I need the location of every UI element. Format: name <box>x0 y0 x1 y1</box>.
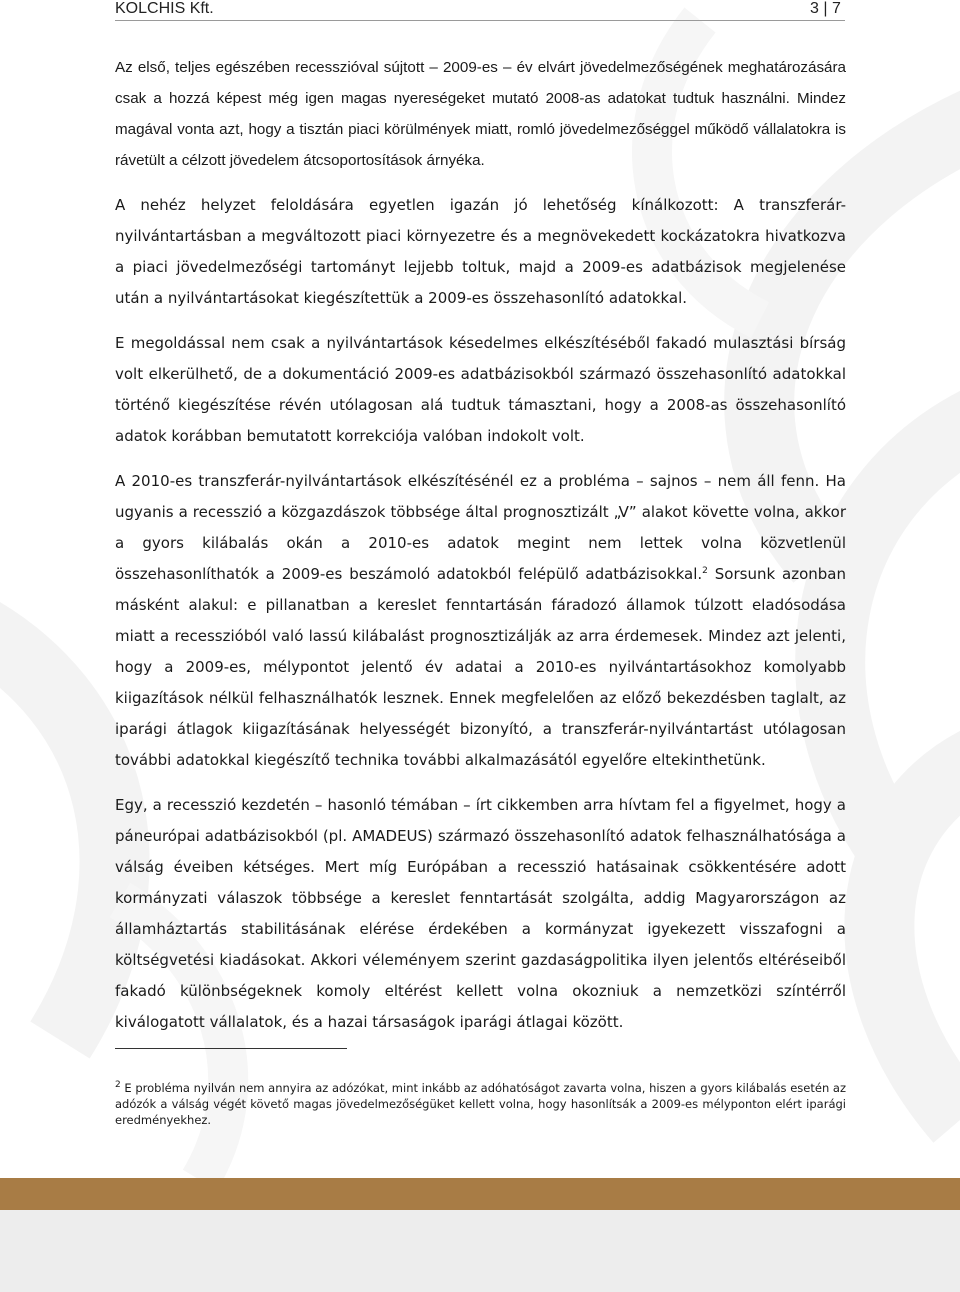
paragraph-5: Egy, a recesszió kezdetén – hasonló témában – írt cikkemben arra hívtam fel a figyelmet, hogy a páneurópai adatbázisokból (pl. AMADEUS) származó összehasonlító adatok felhasználhatósága a válság éveiben kétséges. Mert míg Európában a recesszió hatásainak csökkentésére adott kormányzati válaszok többsége a kereslet fenntartását szolgálta, addig Magyarországon az államháztartás stabilitásának elérése érdekében a kormányzat igyekezett visszafogni a költségvetési kiadásokat. Akkori véleményem szerint gazdaságpolitika ilyen jelentős eltéréseiből fakadó különbségeknek komoly eltérést kellett volna okozniuk a nemzetközi színtérről kiválogatott vállalatok, és a hazai társaságok iparági átlagai között. <box>115 796 846 1031</box>
footer-band <box>0 1178 960 1210</box>
page-number: 3 | 7 <box>810 0 841 17</box>
footnote <box>115 1080 846 1128</box>
paragraph-4 <box>115 466 846 776</box>
header-rule <box>115 20 845 21</box>
page-header <box>0 0 960 22</box>
paragraph-3: E megoldással nem csak a nyilvántartások késedelmes elkészítéséből fakadó mulasztási bírság volt elkerülhető, de a dokumentáció 2009-es adatbázisokból származó összehasonlító adatokkal történő kiegészítése révén utólagosan alá tudtuk támasztani, hogy a 2008-as összehasonlító adatok korábban bemutatott korrekciója valóban indokolt volt. <box>115 334 846 445</box>
footnote-text: E probléma nyilván nem annyira az adózókat, mint inkább az adóhatóságot zavarta volna, hiszen a gyors kilábalás esetén az adózók a válság végét követő magas jövedelmezőségüket kellett volna, hogy hasonlítsák a 2009-es mélyponton elért iparági eredményekhez. <box>115 1081 846 1127</box>
company-name: KOLCHIS Kft. <box>115 0 214 17</box>
footnote-reference[interactable]: 2 <box>702 566 708 576</box>
document-body <box>115 52 846 1052</box>
paragraph-4-part-b: Sorsunk azonban másként alakul: e pillanatban a kereslet fenntartásán fáradozó államok túlzott eladósodása miatt a recesszióból való lassú kilábalást prognosztizálják az arra érdemesek. Mindez azt jelenti, hogy a 2009-es, mélypontot jelentő év adatai a 2010-es nyilvántartásokhoz komolyabb kiigazítások nélkül felhasználhatók lesznek. Ennek megfelelően az előző bekezdésben taglalt, az iparági átlagok kiigazításának helyességét bizonyító, a transzferár-nyilvántartást utólagosan további adatokkal kiegészítő technika további alkalmazásától egyelőre eltekinthetünk. <box>115 565 847 769</box>
paragraph-intro: Az első, teljes egészében recesszióval sújtott – 2009-es – év elvárt jövedelmezőségének meghatározására csak a hozzá képest még igen magas nyereségeket mutató 2008-as adatokat tudtuk használni. Mindez magával vonta azt, hogy a tisztán piaci körülmények miatt, romló jövedelmezőséggel működő vállalatokra is rávetült a célzott jövedelem átcsoportosítások árnyéka. <box>115 59 846 169</box>
footer-grey-area <box>0 1210 960 1292</box>
footnote-separator <box>115 1048 347 1049</box>
paragraph-4-part-a: A 2010-es transzferár-nyilvántartások elkészítésénél ez a probléma – sajnos – nem áll fenn. Ha ugyanis a recesszió a közgazdászok többsége által prognosztizált „V” alakot követte volna, akkor a gyors kilábalás okán a 2010-es adatok megint nem lettek volna közvetlenül összehasonlíthatók a 2009-es beszámoló adatokból felépülő adatbázisokkal. <box>115 472 846 583</box>
footnote-marker: 2 <box>115 1080 121 1091</box>
paragraph-2: A nehéz helyzet feloldására egyetlen igazán jó lehetőség kínálkozott: A transzferár-nyilvántartásban a megváltozott piaci környezetre és a megnövekedett kockázatokra hivatkozva a piaci jövedelmezőségi tartományt lejjebb toltuk, majd a 2009-es adatbázisok megjelenése után a nyilvántartásokat kiegészítettük a 2009-es összehasonlító adatokkal. <box>115 196 846 307</box>
